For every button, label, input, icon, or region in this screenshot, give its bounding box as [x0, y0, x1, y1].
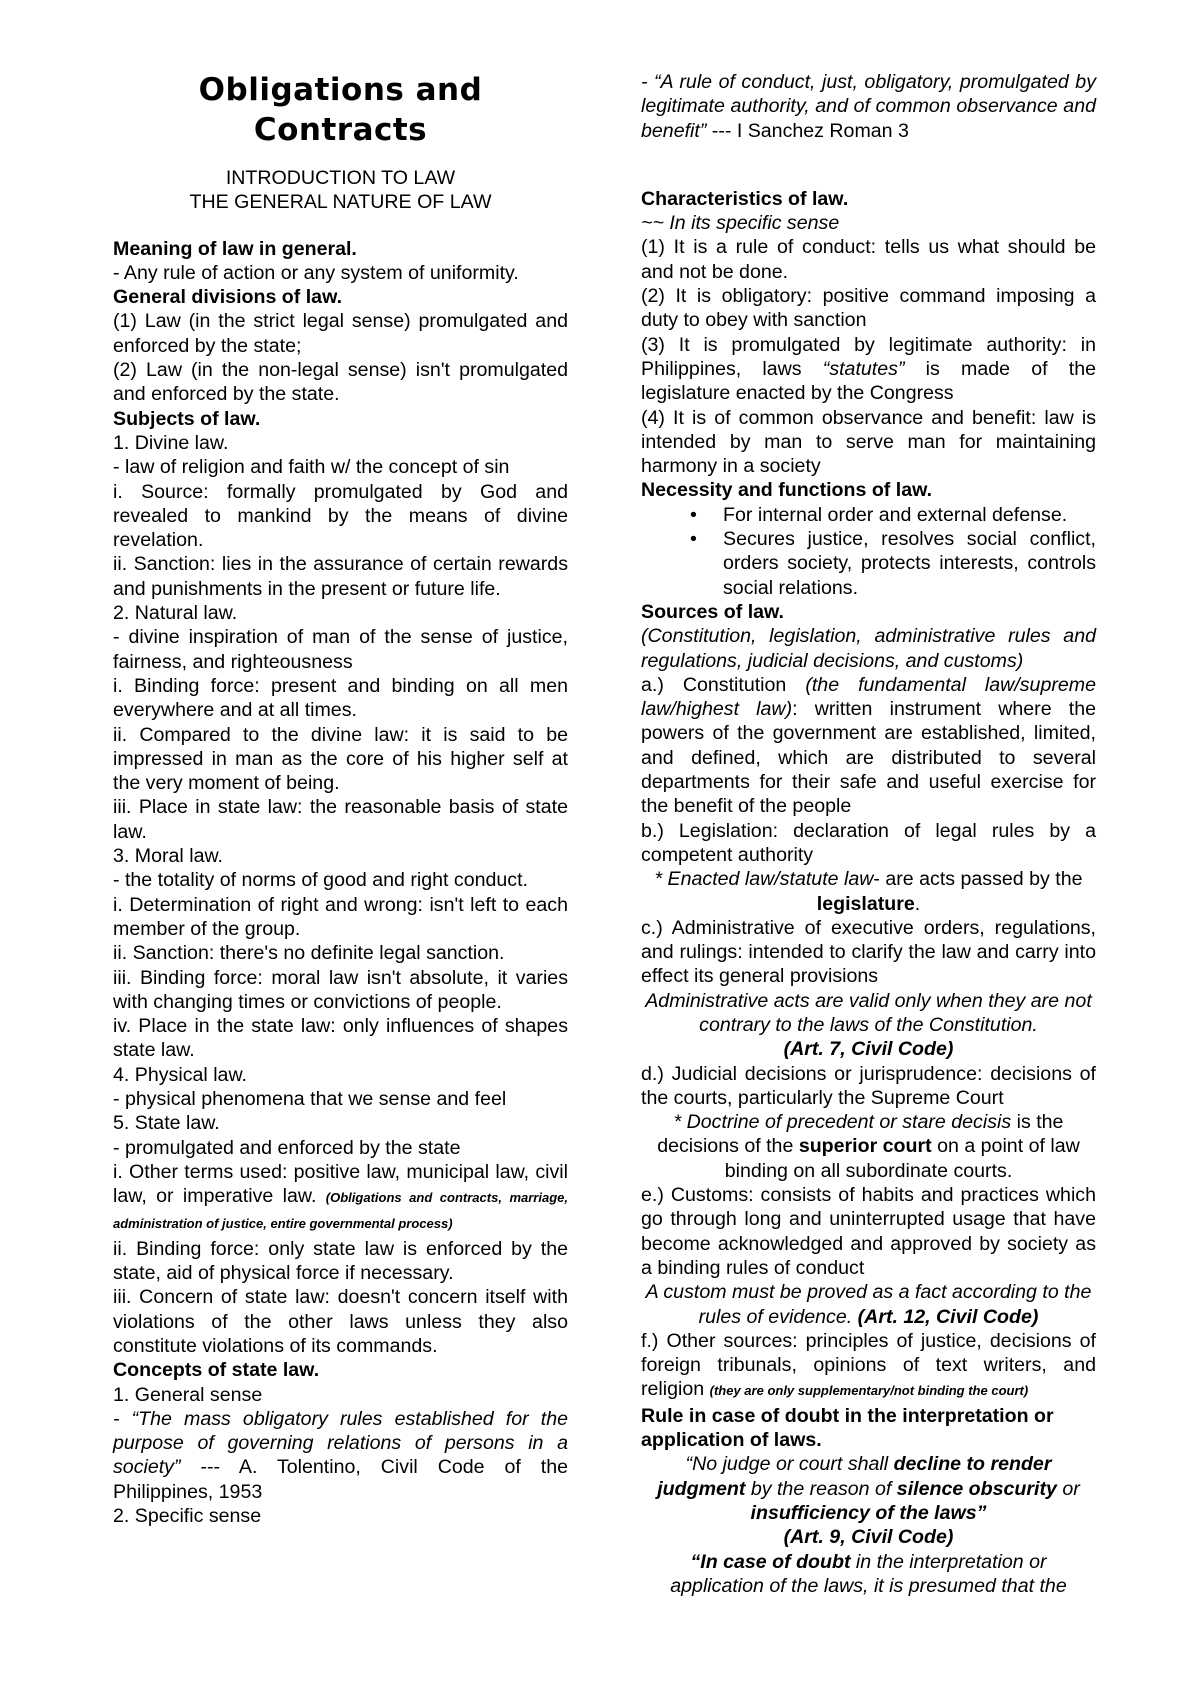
source-judicial: d.) Judicial decisions or jurisprudence: decisions of the courts, particularly the Supreme Court: [641, 1062, 1096, 1109]
subjects-heading: Subjects of law.: [113, 407, 261, 430]
source-judicial-note: [641, 1110, 1096, 1183]
source-other-text: f.) Other sources: principles of justice, decisions of foreign tribunals, opinions of text writers, and religion: [641, 1329, 1096, 1401]
specific-sense-title: 2. Specific sense: [113, 1505, 262, 1528]
source-legislation: b.) Legislation: declaration of legal rules by a competent authority: [641, 819, 1096, 866]
quote-part: in the interpretation or application of the laws, it is presumed that the: [670, 1550, 1067, 1597]
quote-bold: insufficiency of the laws”: [750, 1501, 987, 1524]
necessity-list: [641, 503, 1096, 600]
quote-part: “No judge or court shall: [685, 1453, 894, 1476]
necessity-bullet: • For internal order and external defense.: [723, 503, 1096, 527]
specific-sense-quote: [641, 70, 1096, 143]
specific-quote-cite: --- I Sanchez Roman 3: [706, 119, 909, 142]
intro-subheading: THE GENERAL NATURE OF LAW: [189, 191, 492, 214]
document-title: Obligations and Contracts: [198, 72, 483, 148]
char3-statutes: “statutes”: [822, 357, 905, 380]
specific-quote-text: - “A rule of conduct, just, obligatory, promulgated by legitimate authority, and of common observance and benefit”: [641, 71, 1096, 142]
source-legislation-note: * Enacted law/statute law- are acts passed by the legislature.: [654, 868, 1083, 915]
physical-law-desc: - physical phenomena that we sense and feel: [113, 1087, 507, 1110]
note-italic: * Enacted law/statute law: [654, 868, 874, 891]
state-law-desc: - promulgated and enforced by the state: [113, 1136, 461, 1159]
moral-law-point: iv. Place in the state law: only influences of shapes state law.: [113, 1015, 568, 1062]
division-item: (2) Law (in the non-legal sense) isn't promulgated and enforced by the state.: [113, 359, 568, 406]
source-other-note: (they are only supplementary/not binding the court): [709, 1383, 1029, 1399]
state-law-terms-note: (Obligations and contracts, marriage, administration of justice, entire governmental process): [113, 1190, 568, 1232]
intro-heading: INTRODUCTION TO LAW: [225, 167, 456, 189]
natural-law-point: ii. Compared to the divine law: it is said to be impressed in man as the core of his higher self at the very moment of being.: [113, 723, 568, 795]
characteristic-item: (1) It is a rule of conduct: tells us what should be and not be done.: [641, 236, 1096, 283]
characteristic-item: (2) It is obligatory: positive command imposing a duty to obey with sanction: [641, 285, 1096, 332]
moral-law-desc: - the totality of norms of good and right conduct.: [113, 869, 528, 892]
characteristics-subheading: ~~ In its specific sense: [641, 212, 840, 235]
divine-law-title: 1. Divine law.: [113, 431, 229, 454]
note-italic: * Doctrine of precedent or stare decisis: [673, 1111, 1012, 1134]
source-administrative: c.) Administrative of executive orders, regulations, and rulings: intended to clarify the law and carry into effect its general provisions: [641, 916, 1096, 988]
quote-bold: silence obscurity: [896, 1477, 1057, 1500]
source-customs-note: [641, 1280, 1096, 1329]
quote-part: or: [1056, 1477, 1080, 1500]
spacer: [113, 215, 568, 237]
state-law-point: iii. Concern of state law: doesn't concern itself with violations of the other laws unless they also constitute violations of its commands.: [113, 1286, 568, 1357]
physical-law-title: 4. Physical law.: [113, 1063, 247, 1086]
article-reference: (Art. 12, Civil Code): [857, 1305, 1039, 1328]
sources-heading: Sources of law.: [641, 600, 785, 623]
divine-law-point: i. Source: formally promulgated by God and revealed to mankind by the means of divine revelation.: [113, 480, 568, 552]
general-sense-title: 1. General sense: [113, 1383, 263, 1406]
note-text: on a point of law binding on all subordinate courts.: [724, 1135, 1080, 1182]
moral-law-title: 3. Moral law.: [113, 845, 223, 868]
concepts-heading: Concepts of state law.: [113, 1359, 320, 1382]
source-part: : written instrument where the powers of the government are established, limited, and defined, which are distributed to several departments for their safe and useful exercise for the benefit of the people: [641, 698, 1096, 818]
article-reference: (Art. 7, Civil Code): [783, 1038, 954, 1061]
general-quote-cite: --- A. Tolentino, Civil Code of the Philippines, 1953: [113, 1456, 568, 1503]
natural-law-point: iii. Place in state law: the reasonable basis of state law.: [113, 796, 568, 843]
divisions-heading: General divisions of law.: [113, 286, 343, 309]
divine-law-point: ii. Sanction: lies in the assurance of certain rewards and punishments in the present or future life.: [113, 553, 568, 600]
state-law-point: [113, 1160, 568, 1237]
source-constitution: [641, 673, 1096, 819]
note-text: - are acts passed by the: [873, 868, 1083, 891]
note-italic: A custom must be proved as a fact according to the rules of evidence.: [645, 1281, 1092, 1328]
characteristic-item: [641, 333, 1096, 406]
state-law-title: 5. State law.: [113, 1112, 220, 1135]
quote-bold: “In case of doubt: [690, 1550, 851, 1573]
source-administrative-note: Administrative acts are valid only when they are not contrary to the laws of the Constitution.: [645, 989, 1092, 1036]
necessity-bullet: • Secures justice, resolves social conflict, orders society, protects interests, controls social relations.: [723, 527, 1096, 600]
quote-bold: decline to render judgment: [657, 1453, 1052, 1500]
divine-law-desc: - law of religion and faith w/ the concept of sin: [113, 456, 510, 479]
meaning-text: - Any rule of action or any system of uniformity.: [113, 261, 519, 284]
right-column: [641, 70, 1096, 1598]
state-law-terms: i. Other terms used: positive law, municipal law, civil law, or imperative law.: [113, 1160, 568, 1208]
source-customs: e.) Customs: consists of habits and practices which go through long and uninterrupted usage that have become acknowledged and approved by society as a binding rules of conduct: [641, 1184, 1096, 1279]
source-other: [641, 1329, 1096, 1404]
char3-part: (3) It is promulgated by legitimate authority: in Philippines, laws: [641, 333, 1096, 380]
general-quote-text: - “The mass obligatory rules established for the purpose of governing relations of persons in a society”: [113, 1407, 568, 1479]
doubt-quote: [641, 1452, 1096, 1525]
char3-part: is made of the legislature enacted by the Congress: [641, 357, 1096, 405]
quote-part: by the reason of: [745, 1477, 897, 1500]
natural-law-desc: - divine inspiration of man of the sense of justice, fairness, and righteousness: [113, 626, 568, 673]
characteristics-heading: Characteristics of law.: [641, 187, 849, 210]
source-part-italic: (the fundamental law/supreme law/highest law): [641, 673, 1096, 721]
spacer: [641, 143, 1096, 187]
moral-law-point: ii. Sanction: there's no definite legal sanction.: [113, 942, 505, 965]
note-bold: legislature: [816, 892, 915, 915]
general-sense-quote: [113, 1407, 568, 1504]
moral-law-point: iii. Binding force: moral law isn't absolute, it varies with changing times or convictions of people.: [113, 966, 568, 1013]
moral-law-point: i. Determination of right and wrong: isn't left to each member of the group.: [113, 893, 568, 940]
state-law-point: ii. Binding force: only state law is enforced by the state, aid of physical force if necessary.: [113, 1237, 568, 1285]
natural-law-title: 2. Natural law.: [113, 602, 238, 625]
characteristic-item: (4) It is of common observance and benefit: law is intended by man to serve man for maintaining harmony in a society: [641, 406, 1096, 478]
doubt-quote-2: [641, 1550, 1096, 1599]
natural-law-point: i. Binding force: present and binding on all men everywhere and at all times.: [113, 674, 568, 722]
note-bold: superior court: [798, 1135, 932, 1158]
meaning-heading: Meaning of law in general.: [113, 237, 357, 260]
division-item: (1) Law (in the strict legal sense) promulgated and enforced by the state;: [113, 310, 568, 357]
sources-list: (Constitution, legislation, administrative rules and regulations, judicial decisions, and customs): [641, 625, 1096, 672]
doubt-heading: Rule in case of doubt in the interpretation or application of laws.: [641, 1404, 1054, 1452]
necessity-heading: Necessity and functions of law.: [641, 479, 933, 502]
article-reference: (Art. 9, Civil Code): [783, 1526, 954, 1549]
left-column: [113, 70, 568, 1528]
source-part: a.) Constitution: [641, 673, 806, 696]
note-text: is the decisions of the: [657, 1111, 1064, 1158]
